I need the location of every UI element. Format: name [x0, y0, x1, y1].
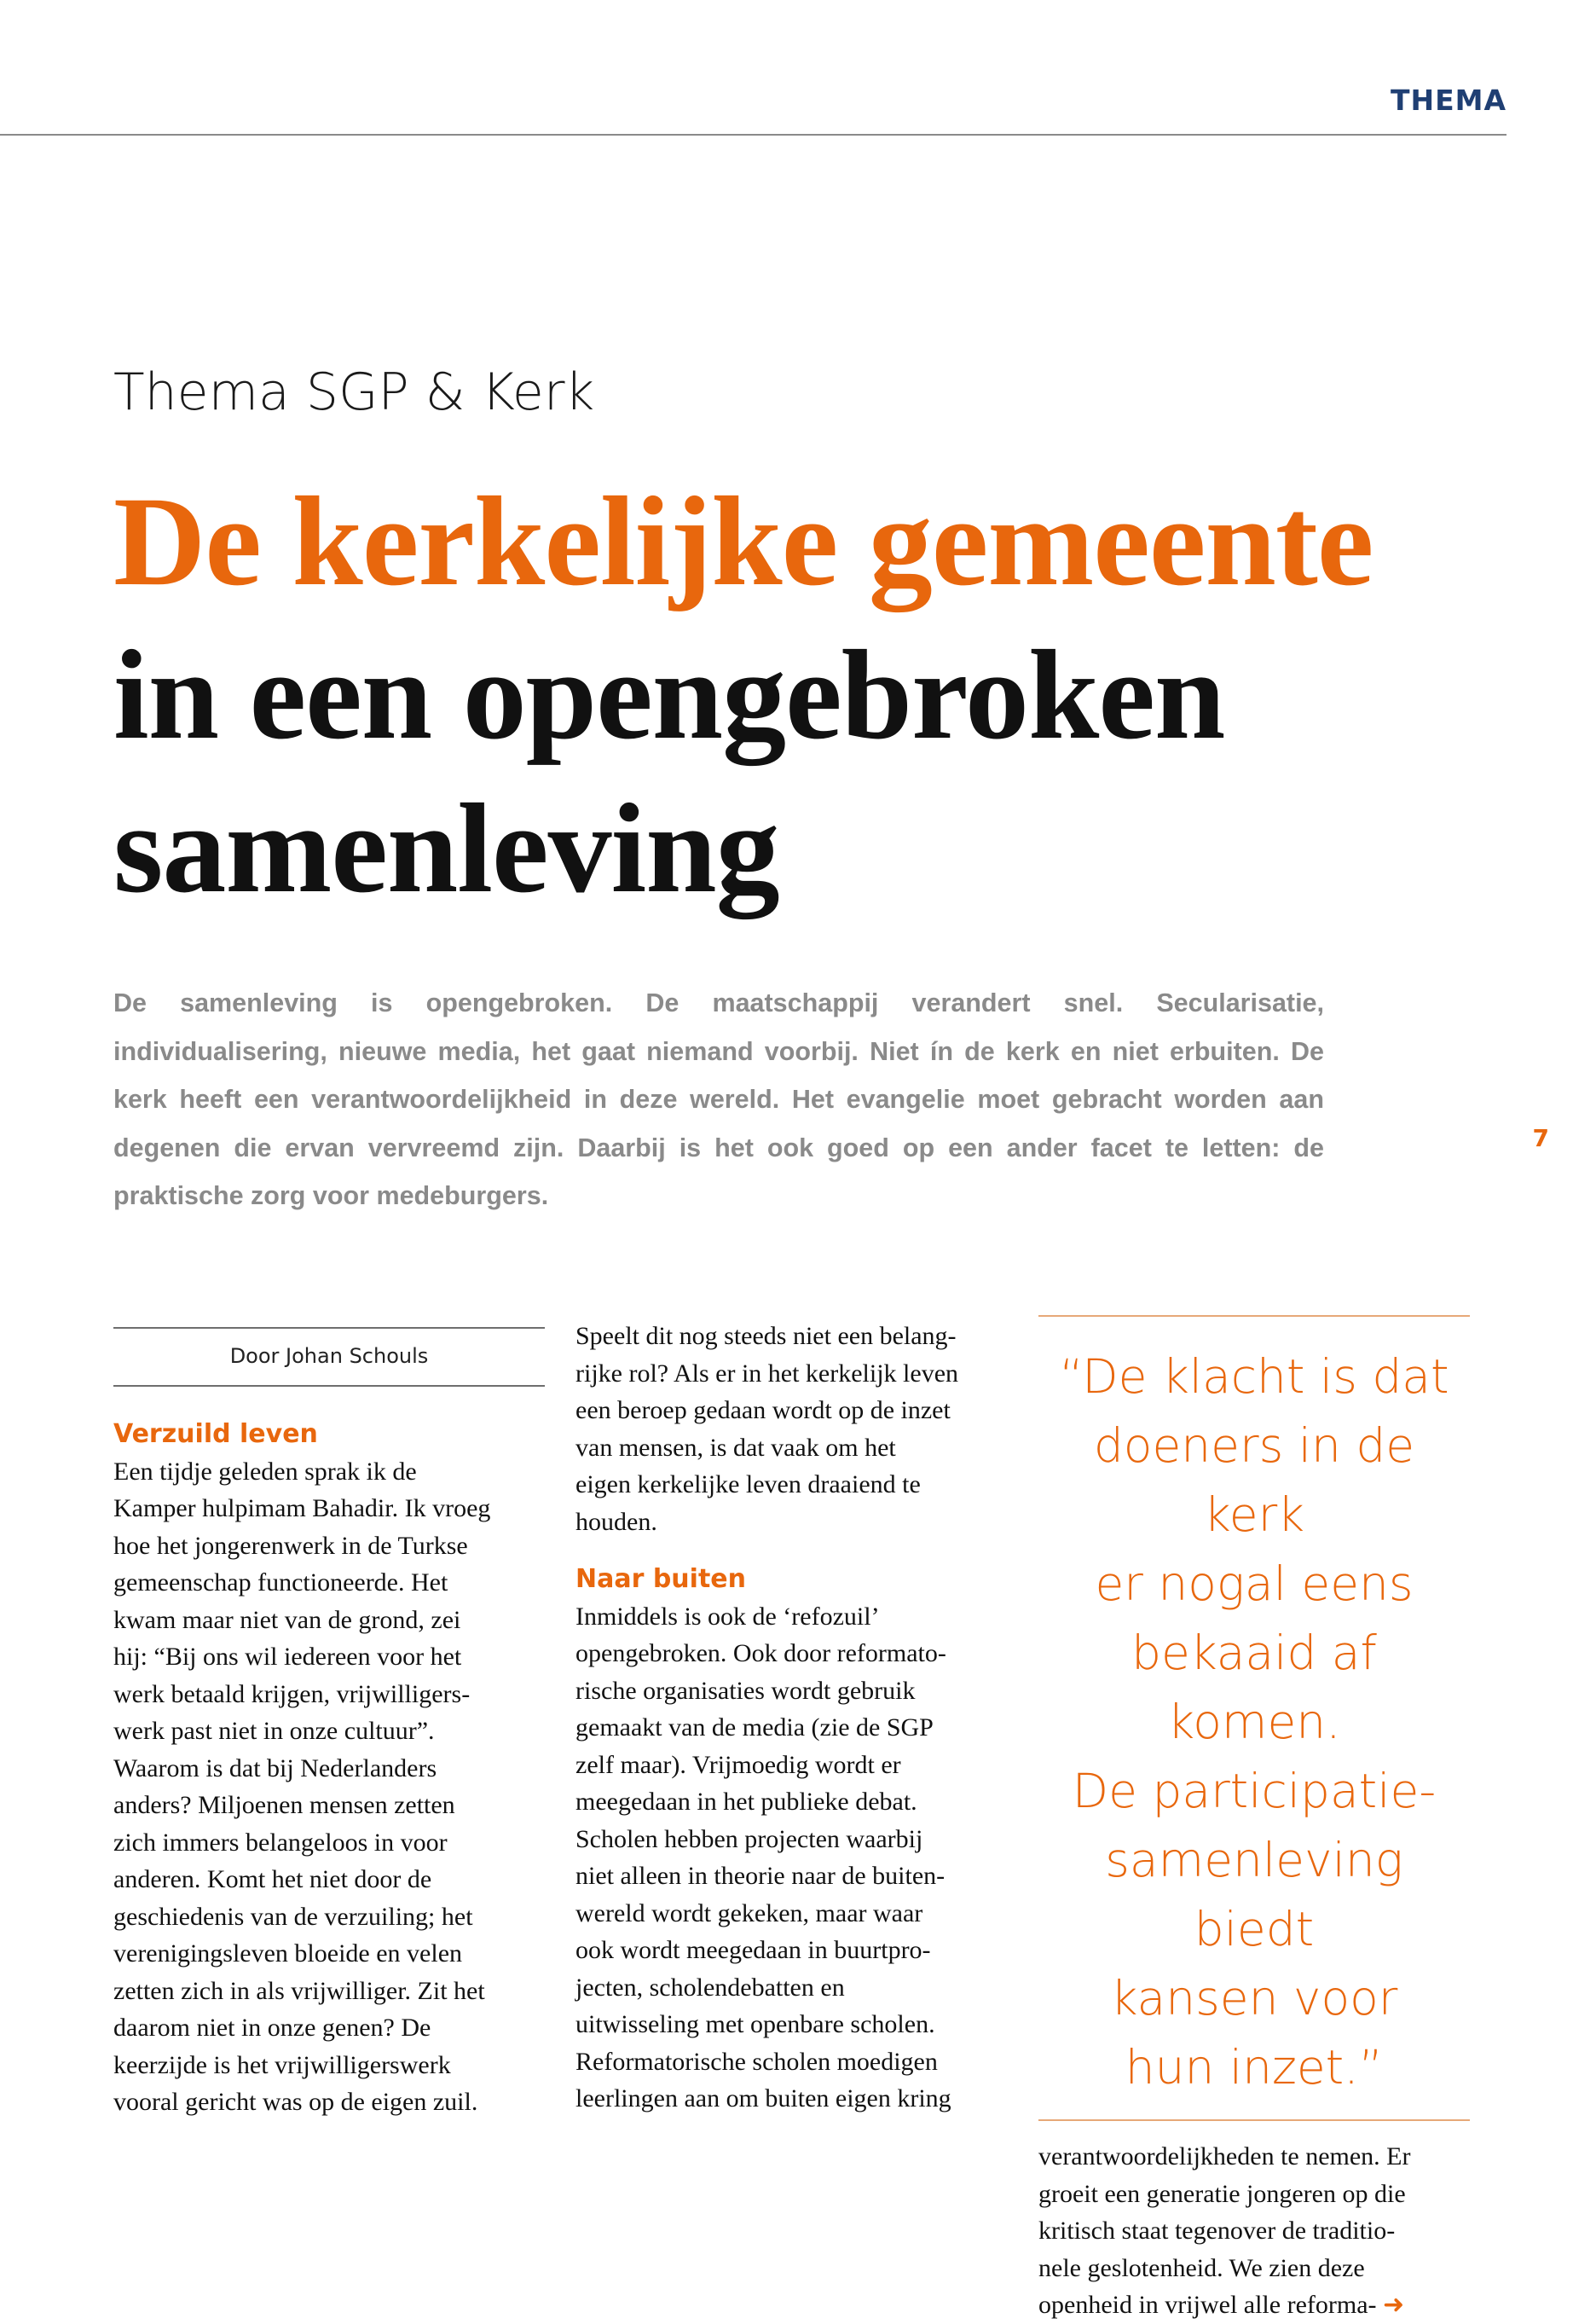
quote-line: kansen voor — [1110, 1971, 1398, 2026]
text-line: anders? Miljoenen mensen zetten — [113, 1791, 455, 1819]
subhead-verzuild-leven: Verzuild leven — [113, 1419, 318, 1449]
text-line-last — [1038, 2286, 1470, 2324]
column-2-body-bottom — [575, 1598, 1007, 2118]
byline-text: Door Johan Schouls — [229, 1344, 429, 1369]
quote-line: er nogal eens — [1095, 1556, 1414, 1611]
text-line: werk past niet in onze cultuur”. — [113, 1717, 435, 1745]
headline-line-3: samenleving — [113, 778, 779, 919]
text-line: meegedaan in het publieke debat. — [575, 1788, 917, 1816]
article-intro: De samenleving is opengebroken. De maatschappij verandert snel. Secularisatie, individualisering, nieuwe media, het gaat niemand voorbij. Niet ín de kerk en niet erbuiten. De kerk heeft een verantwoordelijkheid in deze wereld. Het evangelie moet gebracht worden aan degenen die ervan vervreemd zijn. Daarbij is het ook goed op een ander facet te letten: de praktische zorg voor medeburgers. — [113, 988, 1324, 1210]
text-line: zelf maar). Vrijmoedig wordt er — [575, 1750, 901, 1779]
text-line: geschiedenis van de verzuiling; het — [113, 1902, 473, 1931]
text-line: keerzijde is het vrijwilligerswerk — [113, 2050, 451, 2079]
text-line: Speelt dit nog steeds niet een belang- — [575, 1322, 957, 1350]
column-1 — [113, 1315, 545, 2121]
headline-line-2: in een opengebroken — [113, 624, 1225, 766]
pull-quote — [1038, 1315, 1470, 2121]
quote-line: hun inzet.” — [1125, 2040, 1384, 2095]
text-line: nele geslotenheid. We zien deze — [1038, 2253, 1365, 2282]
text-line: een beroep gedaan wordt op de inzet — [575, 1396, 951, 1424]
headline-line-1: De kerkelijke gemeente — [113, 471, 1373, 612]
text-line: daarom niet in onze genen? De — [113, 2014, 431, 2042]
subhead-naar-buiten: Naar buiten — [575, 1564, 746, 1594]
text-line: verantwoordelijkheden te nemen. Er — [1038, 2142, 1411, 2170]
text-line: van mensen, is dat vaak om het — [575, 1433, 896, 1462]
text-line: gemaakt van de media (zie de SGP — [575, 1713, 934, 1742]
text-line: houden. — [575, 1507, 657, 1536]
text-line: kritisch staat tegenover de traditio- — [1038, 2217, 1396, 2245]
text-line: Scholen hebben projecten waarbij — [575, 1824, 923, 1853]
text-line: rische organisaties wordt gebruik — [575, 1676, 916, 1705]
text-line: rijke rol? Als er in het kerkelijk leven — [575, 1359, 959, 1388]
text-line: niet alleen in theorie naar de buiten- — [575, 1862, 946, 1890]
text-line: zich immers belangeloos in voor — [113, 1828, 448, 1857]
quote-line: samenleving biedt — [1105, 1833, 1403, 1956]
quote-line: De participatie- — [1072, 1764, 1437, 1818]
text-line: uitwisseling met openbare scholen. — [575, 2010, 935, 2038]
column-3-body — [1038, 2138, 1470, 2324]
article-headline — [113, 465, 1546, 925]
quote-line: bekaaid af komen. — [1131, 1626, 1377, 1749]
column-3 — [1038, 1315, 1470, 2324]
text-line: Waarom is dat bij Nederlanders — [113, 1753, 437, 1782]
text-line: leerlingen aan om buiten eigen kring — [575, 2084, 951, 2112]
byline — [113, 1327, 545, 1387]
text-line: ook wordt meegedaan in buurtpro- — [575, 1936, 931, 1964]
continue-arrow-icon: ➜ — [1383, 2290, 1405, 2320]
article-kicker: Thema SGP & Kerk — [113, 362, 595, 422]
text-line: zetten zich in als vrijwilliger. Zit het — [113, 1976, 485, 2005]
text-line: verenigingsleven bloeide en velen — [113, 1939, 463, 1968]
text-line: Inmiddels is ook de ‘refozuil’ — [575, 1602, 880, 1631]
header-rule — [0, 134, 1506, 136]
text-line: hij: “Bij ons wil iedereen voor het — [113, 1643, 462, 1671]
text-line: kwam maar niet van de grond, zei — [113, 1605, 461, 1634]
text-line: eigen kerkelijke leven draaiend te — [575, 1470, 921, 1498]
quote-line: “De klacht is dat — [1059, 1349, 1449, 1404]
page-number: 7 — [1532, 1124, 1549, 1152]
column-1-body — [113, 1453, 545, 2121]
text-line: jecten, scholendebatten en — [575, 1973, 845, 2002]
text-line: Een tijdje geleden sprak ik de — [113, 1457, 417, 1486]
text-line: gemeenschap functioneerde. Het — [113, 1568, 448, 1597]
text-line: vooral gericht was op de eigen zuil. — [113, 2088, 478, 2116]
text-line: hoe het jongerenwerk in de Turkse — [113, 1531, 468, 1560]
text-line: Kamper hulpimam Bahadir. Ik vroeg — [113, 1494, 491, 1522]
quote-line: doeners in de kerk — [1093, 1418, 1415, 1542]
text-line: groeit een generatie jongeren op die — [1038, 2179, 1406, 2208]
text-line-last-text: openheid in vrijwel alle reforma- — [1038, 2291, 1377, 2319]
column-2 — [575, 1318, 1007, 2118]
text-line: Reformatorische scholen moedigen — [575, 2047, 938, 2076]
text-line: werk betaald krijgen, vrijwilligers- — [113, 1679, 471, 1708]
text-line: opengebroken. Ook door reformato- — [575, 1639, 946, 1667]
text-line: anderen. Komt het niet door de — [113, 1865, 432, 1893]
text-line: wereld wordt gekeken, maar waar — [575, 1898, 923, 1927]
column-2-body-top — [575, 1318, 1007, 1540]
section-label: THEMA — [1390, 84, 1506, 117]
